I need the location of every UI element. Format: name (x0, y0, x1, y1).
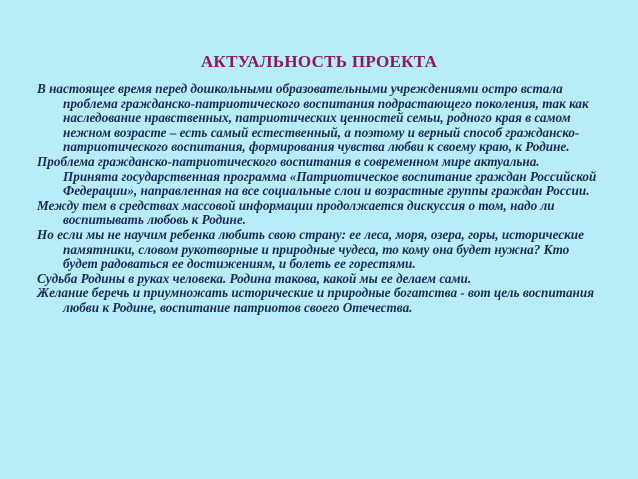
paragraph: Желание беречь и приумножать исторические и природные богатства - вот цель воспитания любви к Родине, воспитание патриотов своего Отечества. (37, 285, 594, 315)
paragraph: Судьба Родины в руках человека. Родина такова, какой мы ее делаем сами. (37, 270, 472, 286)
paragraph: В настоящее время перед дошкольными образовательными учреждениями остро встала проблема гражданско-патриотического воспитания подрастающего поколения, так как наследование нравственных, патриотических ценностей семьи, родного края в самом нежном возрасте – есть самый естественный, а поэтому и верный способ гражданско-патриотического воспитания, формирования чувства любви к своему краю, к Родине. (37, 81, 589, 155)
slide-title: АКТУАЛЬНОСТЬ ПРОЕКТА (200, 52, 438, 71)
paragraph: Но если мы не научим ребенка любить свою страну: ее леса, моря, озера, горы, исторические памятники, словом рукотворные и природные чудеса, то кому она будет нужна? Кто будет радоваться ее достижениям, и болеть ее горестями. (37, 226, 584, 272)
slide-body (37, 82, 597, 316)
paragraph: Проблема гражданско-патриотического воспитания в современном мире актуальна. Принята государственная программа «Патриотическое воспитание граждан Российской Федерации», направленная на все социальные слои и возрастные группы граждан России. (37, 153, 597, 199)
paragraph: Между тем в средствах массовой информации продолжается дискуссия о том, надо ли воспитывать любовь к Родине. (37, 197, 555, 228)
